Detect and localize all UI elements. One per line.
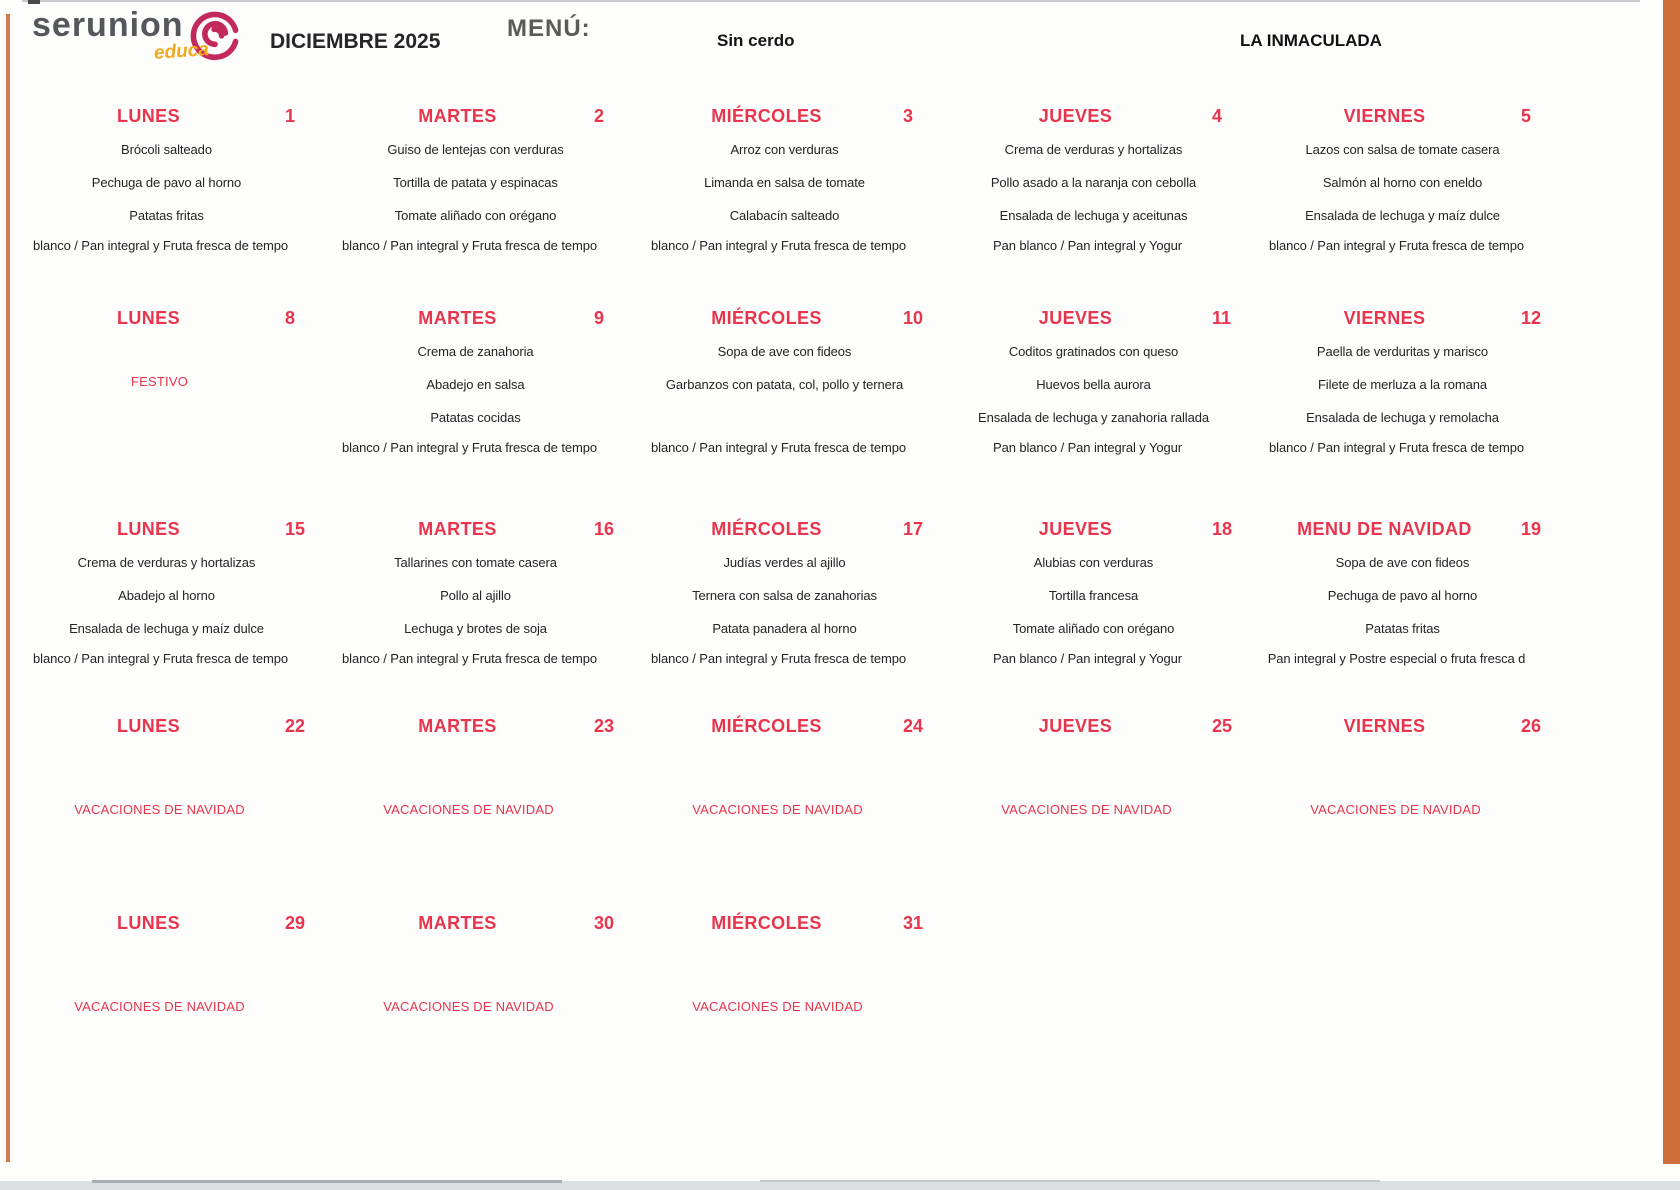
menu-item: Brócoli salteado — [121, 142, 212, 157]
day-number: 12 — [1521, 308, 1542, 328]
menu-item: Huevos bella aurora — [1036, 377, 1151, 392]
day-cell — [321, 104, 630, 300]
bread-fruit-line: blanco / Pan integral y Fruta fresca de tempo — [1269, 440, 1524, 455]
day-cell — [12, 911, 321, 1107]
day-number: 25 — [1212, 716, 1233, 736]
special-note: FESTIVO — [130, 374, 189, 389]
day-name: MIÉRCOLES — [711, 716, 822, 736]
bread-fruit-line: blanco / Pan integral y Fruta fresca de tempo — [33, 651, 288, 666]
day-cell — [12, 714, 321, 910]
menu-item: Crema de zanahoria — [417, 344, 534, 359]
menu-items — [939, 552, 1248, 640]
day-number: 22 — [285, 716, 306, 736]
day-header — [12, 104, 321, 127]
week-row — [12, 517, 1560, 713]
menu-item: Patatas fritas — [1365, 621, 1440, 636]
menu-item: Arroz con verduras — [730, 142, 839, 157]
menu-item: Abadejo en salsa — [426, 377, 525, 392]
day-cell — [939, 104, 1248, 300]
menu-item: Tomate aliñado con orégano — [394, 208, 557, 223]
day-cell — [321, 714, 630, 910]
menu-item: Tomate aliñado con orégano — [1012, 621, 1175, 636]
day-header — [321, 306, 630, 329]
day-number: 31 — [903, 913, 924, 933]
bread-fruit-line: Pan integral y Postre especial o fruta fresca d — [1267, 651, 1526, 666]
special-note: VACACIONES DE NAVIDAD — [1310, 802, 1481, 817]
menu-items — [12, 552, 321, 640]
day-number: 17 — [903, 519, 924, 539]
day-cell — [12, 517, 321, 713]
day-name: MARTES — [418, 106, 497, 126]
menu-item: Pollo al ajillo — [440, 588, 511, 603]
bread-fruit-line: blanco / Pan integral y Fruta fresca de tempo — [1269, 238, 1524, 253]
day-header — [939, 104, 1248, 127]
day-cell — [630, 517, 939, 713]
bread-fruit-line: blanco / Pan integral y Fruta fresca de tempo — [651, 651, 906, 666]
scan-edge-right — [1663, 0, 1680, 1164]
day-header — [939, 306, 1248, 329]
menu-items — [939, 139, 1248, 227]
day-name: JUEVES — [1038, 106, 1113, 126]
week-row — [12, 911, 1560, 1107]
serunion-logo-text: serunion — [32, 6, 184, 44]
special-note: VACACIONES DE NAVIDAD — [383, 802, 554, 817]
menu-items — [630, 552, 939, 640]
menu-item: Filete de merluza a la romana — [1317, 377, 1488, 392]
menu-item: Guiso de lentejas con verduras — [387, 142, 564, 157]
menu-item: Salmón al horno con eneldo — [1322, 175, 1483, 190]
day-name: LUNES — [116, 308, 180, 328]
menu-items — [321, 552, 630, 640]
week-row — [12, 104, 1560, 300]
day-number: 15 — [285, 519, 306, 539]
day-header — [321, 517, 630, 540]
day-header — [630, 306, 939, 329]
bread-fruit-line: Pan blanco / Pan integral y Yogur — [993, 440, 1182, 455]
day-cell — [12, 306, 321, 502]
day-name: MIÉRCOLES — [711, 913, 822, 933]
menu-item: Alubias con verduras — [1033, 555, 1154, 570]
day-name: LUNES — [116, 716, 180, 736]
week-row — [12, 306, 1560, 502]
menu-item: Pechuga de pavo al horno — [91, 175, 242, 190]
day-number: 18 — [1212, 519, 1233, 539]
menu-label: MENÚ: — [507, 15, 591, 42]
menu-item: Limanda en salsa de tomate — [704, 175, 865, 190]
bread-fruit-line: blanco / Pan integral y Fruta fresca de tempo — [33, 238, 288, 253]
menu-item: Ensalada de lechuga y remolacha — [1306, 410, 1499, 425]
menu-item: Crema de verduras y hortalizas — [77, 555, 256, 570]
day-name: MIÉRCOLES — [711, 308, 822, 328]
day-name: VIERNES — [1343, 308, 1426, 328]
day-number: 2 — [594, 106, 605, 126]
educa-logo-text: educa — [153, 39, 210, 64]
day-number: 23 — [594, 716, 615, 736]
day-number: 10 — [903, 308, 924, 328]
day-name: MIÉRCOLES — [711, 106, 822, 126]
day-header — [630, 104, 939, 127]
special-note: VACACIONES DE NAVIDAD — [692, 802, 863, 817]
day-name: VIERNES — [1343, 106, 1426, 126]
day-name: VIERNES — [1343, 716, 1426, 736]
day-number: 30 — [594, 913, 615, 933]
day-header — [12, 306, 321, 329]
bread-fruit-line: blanco / Pan integral y Fruta fresca de tempo — [342, 651, 597, 666]
menu-item: Patatas fritas — [129, 208, 204, 223]
day-name: JUEVES — [1038, 308, 1113, 328]
day-name: MARTES — [418, 519, 497, 539]
menu-item: Pollo asado a la naranja con cebolla — [990, 175, 1197, 190]
day-number: 16 — [594, 519, 615, 539]
day-header — [1248, 306, 1557, 329]
month-title: DICIEMBRE 2025 — [270, 30, 441, 53]
school-name: LA INMACULADA — [1240, 31, 1382, 50]
day-cell — [1248, 714, 1557, 910]
menu-item: Tallarines con tomate casera — [394, 555, 557, 570]
menu-item: Ensalada de lechuga y zanahoria rallada — [978, 410, 1209, 425]
bread-fruit-line: Pan blanco / Pan integral y Yogur — [993, 238, 1182, 253]
special-note: VACACIONES DE NAVIDAD — [74, 999, 245, 1014]
menu-items — [1248, 341, 1557, 429]
day-cell — [630, 306, 939, 502]
day-number: 4 — [1212, 106, 1223, 126]
menu-item: Sopa de ave con fideos — [1335, 555, 1470, 570]
day-cell — [12, 104, 321, 300]
day-name: JUEVES — [1038, 716, 1113, 736]
day-number: 8 — [285, 308, 296, 328]
day-number: 11 — [1212, 308, 1232, 328]
menu-item: Lechuga y brotes de soja — [404, 621, 547, 636]
menu-items — [1248, 139, 1557, 227]
day-number: 19 — [1521, 519, 1542, 539]
day-cell — [1248, 306, 1557, 502]
day-name: LUNES — [116, 519, 180, 539]
day-number: 24 — [903, 716, 924, 736]
menu-item: Crema de verduras y hortalizas — [1004, 142, 1183, 157]
day-header — [12, 517, 321, 540]
bread-fruit-line: blanco / Pan integral y Fruta fresca de tempo — [342, 238, 597, 253]
day-cell — [630, 714, 939, 910]
menu-items — [321, 139, 630, 227]
day-header — [939, 714, 1248, 737]
day-header — [1248, 104, 1557, 127]
menu-item: Coditos gratinados con queso — [1008, 344, 1179, 359]
day-name: LUNES — [116, 106, 180, 126]
day-name: JUEVES — [1038, 519, 1113, 539]
day-header — [630, 517, 939, 540]
menu-item: Patata panadera al horno — [712, 621, 857, 636]
menu-item: Ensalada de lechuga y maíz dulce — [1305, 208, 1500, 223]
menu-items — [12, 139, 321, 227]
special-note: VACACIONES DE NAVIDAD — [74, 802, 245, 817]
menu-item: Tortilla francesa — [1048, 588, 1139, 603]
menu-item: Patatas cocidas — [430, 410, 521, 425]
day-cell — [321, 517, 630, 713]
menu-items — [939, 341, 1248, 429]
day-cell — [939, 517, 1248, 713]
day-header — [1248, 714, 1557, 737]
menu-item: Calabacín salteado — [729, 208, 840, 223]
day-cell — [939, 306, 1248, 502]
day-header — [630, 714, 939, 737]
day-number: 5 — [1521, 106, 1532, 126]
menu-item: Ensalada de lechuga y maíz dulce — [69, 621, 264, 636]
day-cell — [321, 306, 630, 502]
day-number: 1 — [285, 106, 296, 126]
menu-items — [630, 139, 939, 227]
day-header — [1248, 517, 1557, 540]
day-number: 26 — [1521, 716, 1542, 736]
day-name: MARTES — [418, 308, 497, 328]
day-header — [321, 911, 630, 934]
day-cell — [630, 911, 939, 1107]
day-cell — [1248, 104, 1557, 300]
menu-type-label: Sin cerdo — [717, 31, 795, 50]
day-number: 3 — [903, 106, 914, 126]
special-note: VACACIONES DE NAVIDAD — [383, 999, 554, 1014]
day-cell — [321, 911, 630, 1107]
day-cell — [630, 104, 939, 300]
menu-items — [321, 341, 630, 429]
menu-grid — [12, 0, 1560, 1190]
day-header — [630, 911, 939, 934]
bread-fruit-line: blanco / Pan integral y Fruta fresca de tempo — [342, 440, 597, 455]
day-header — [321, 714, 630, 737]
menu-items — [1248, 552, 1557, 640]
scan-edge-left — [6, 14, 10, 1162]
day-cell — [939, 714, 1248, 910]
menu-item: Ternera con salsa de zanahorias — [692, 588, 877, 603]
day-name: MENU DE NAVIDAD — [1297, 519, 1472, 539]
special-note: VACACIONES DE NAVIDAD — [1001, 802, 1172, 817]
day-header — [939, 517, 1248, 540]
bread-fruit-line: blanco / Pan integral y Fruta fresca de tempo — [651, 238, 906, 253]
day-name: MARTES — [418, 913, 497, 933]
day-name: MIÉRCOLES — [711, 519, 822, 539]
menu-item: Lazos con salsa de tomate casera — [1305, 142, 1500, 157]
bread-fruit-line: blanco / Pan integral y Fruta fresca de tempo — [651, 440, 906, 455]
menu-items — [630, 341, 939, 396]
menu-item: Garbanzos con patata, col, pollo y ternera — [665, 377, 904, 392]
day-header — [321, 104, 630, 127]
day-header — [12, 714, 321, 737]
menu-item: Judías verdes al ajillo — [723, 555, 846, 570]
menu-item: Ensalada de lechuga y aceitunas — [999, 208, 1188, 223]
day-number: 29 — [285, 913, 306, 933]
menu-item: Paella de verduritas y marisco — [1316, 344, 1489, 359]
day-cell — [1248, 517, 1557, 713]
menu-item: Tortilla de patata y espinacas — [393, 175, 558, 190]
week-row — [12, 714, 1560, 910]
menu-item: Pechuga de pavo al horno — [1327, 588, 1478, 603]
day-number: 9 — [594, 308, 605, 328]
special-note: VACACIONES DE NAVIDAD — [692, 999, 863, 1014]
day-name: LUNES — [116, 913, 180, 933]
day-name: MARTES — [418, 716, 497, 736]
menu-item: Sopa de ave con fideos — [717, 344, 852, 359]
day-header — [12, 911, 321, 934]
bread-fruit-line: Pan blanco / Pan integral y Yogur — [993, 651, 1182, 666]
menu-item: Abadejo al horno — [118, 588, 215, 603]
